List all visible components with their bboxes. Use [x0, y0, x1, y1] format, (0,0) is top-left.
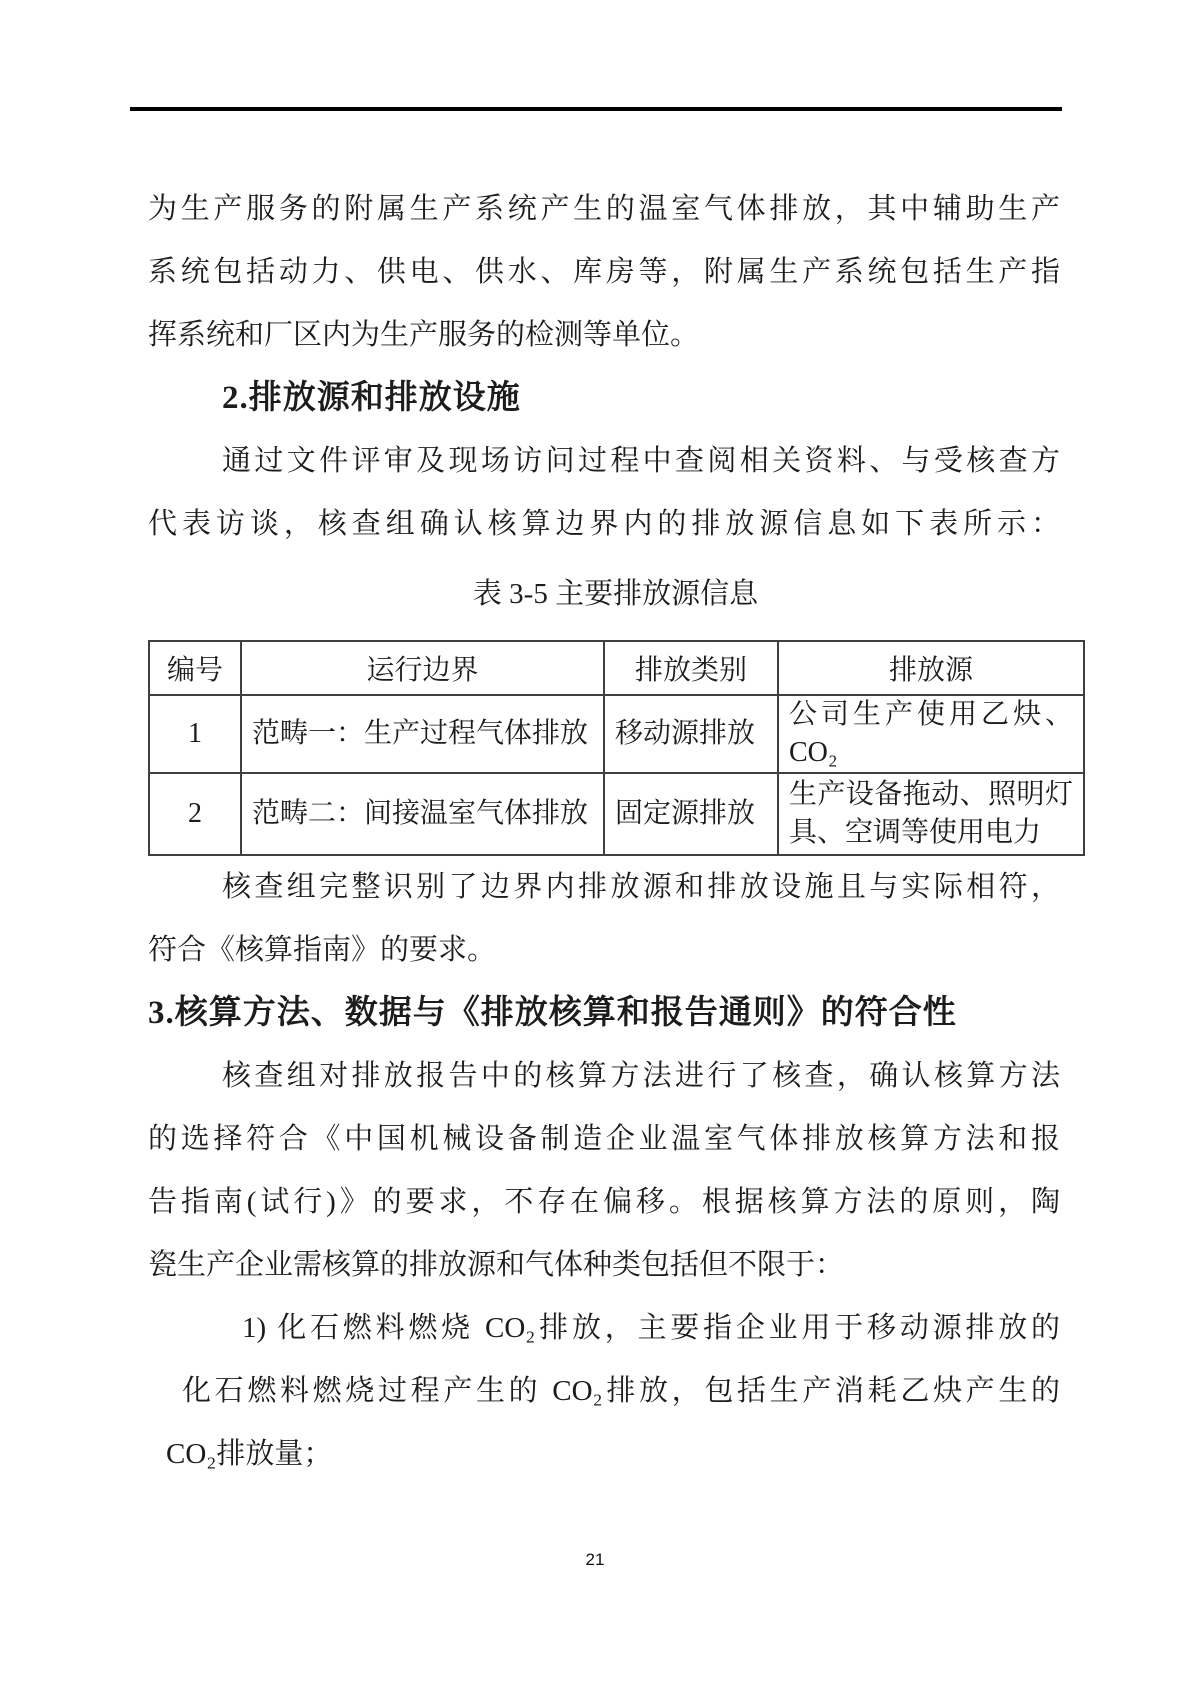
table-caption: 表 3-5 主要排放源信息	[472, 578, 759, 610]
table-cell: 2	[149, 773, 241, 855]
paragraph-line: 核查组完整识别了边界内排放源和排放设施且与实际相符，	[222, 871, 1060, 903]
paragraph-line: 核查组对排放报告中的核算方法进行了核查，确认核算方法	[222, 1060, 1060, 1092]
table-cell: 移动源排放	[604, 695, 778, 773]
paragraph-line: 符合《核算指南》的要求。	[148, 934, 497, 966]
list-item-line: 化石燃料燃烧过程产生的 CO₂排放，包括生产消耗乙炔产生的	[182, 1375, 1060, 1407]
table-row	[149, 773, 1084, 855]
paragraph-line: 代表访谈，核查组确认核算边界内的排放源信息如下表所示：	[148, 508, 1060, 540]
table-header-cell: 排放类别	[604, 641, 778, 695]
paragraph-line: 挥系统和厂区内为生产服务的检测等单位。	[148, 319, 700, 351]
table-header-cell: 编号	[149, 641, 241, 695]
table-cell: 公司生产使用乙炔、CO₂	[778, 695, 1084, 773]
list-item-line: 1) 化石燃料燃烧 CO₂排放，主要指企业用于移动源排放的	[242, 1312, 1060, 1344]
paragraph-line: 瓷生产企业需核算的排放源和气体种类包括但不限于：	[148, 1249, 845, 1281]
table-row	[149, 695, 1084, 773]
header-rule	[130, 107, 1062, 111]
table-cell: 1	[149, 695, 241, 773]
emission-source-table	[148, 640, 1085, 856]
paragraph-line: 为生产服务的附属生产系统产生的温室气体排放，其中辅助生产	[148, 193, 1060, 225]
section-heading-2: 2.排放源和排放设施	[222, 380, 521, 416]
list-item-line: CO₂排放量；	[166, 1438, 333, 1470]
table-header-row	[149, 641, 1084, 695]
table-cell: 固定源排放	[604, 773, 778, 855]
table-cell: 生产设备拖动、照明灯具、空调等使用电力	[778, 773, 1084, 855]
table-cell: 范畴一：生产过程气体排放	[241, 695, 604, 773]
paragraph-line: 告指南(试行)》的要求，不存在偏移。根据核算方法的原则，陶	[148, 1186, 1060, 1218]
table-header-cell: 排放源	[778, 641, 1084, 695]
paragraph-line: 的选择符合《中国机械设备制造企业温室气体排放核算方法和报	[148, 1123, 1060, 1155]
section-heading-3: 3.核算方法、数据与《排放核算和报告通则》的符合性	[148, 995, 957, 1031]
paragraph-line: 通过文件评审及现场访问过程中查阅相关资料、与受核查方	[222, 445, 1060, 477]
page-number: 21	[585, 1550, 605, 1569]
paragraph-line: 系统包括动力、供电、供水、库房等，附属生产系统包括生产指	[148, 256, 1060, 288]
document-body	[148, 178, 1073, 1486]
table-cell: 范畴二：间接温室气体排放	[241, 773, 604, 855]
table-header-cell: 运行边界	[241, 641, 604, 695]
